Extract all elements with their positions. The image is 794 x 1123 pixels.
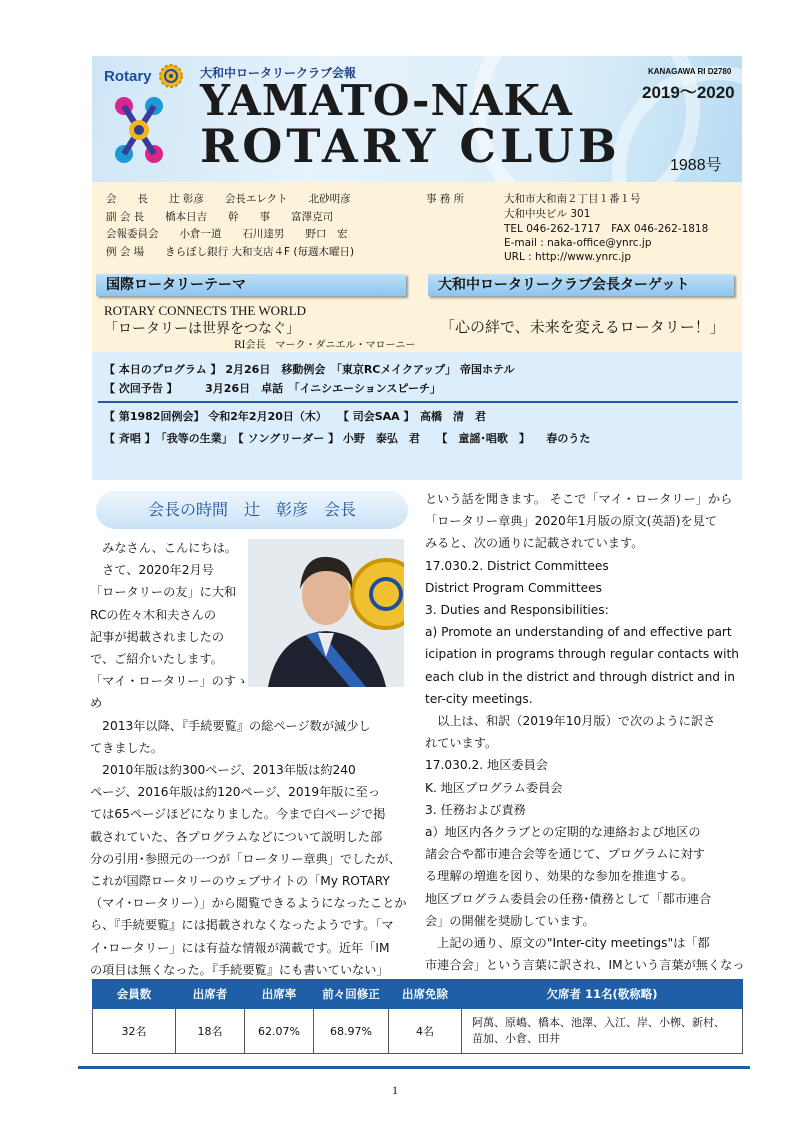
corrected-rate: 68.97%: [314, 1009, 389, 1054]
divider: [98, 401, 738, 403]
text-line: 3. 任務および責務: [425, 802, 526, 817]
text-line: 「ロータリー章典」2020年1月版の原文(英語)を見て: [425, 514, 718, 529]
text-line: め: [90, 696, 103, 711]
absentee-line: 阿萬、原嶋、橋本、池澤、入江、岸、小栁、新村、: [472, 1016, 725, 1029]
text-line: 2010年版は約300ページ、2013年版は約240: [90, 763, 356, 777]
ri-theme-jp: 「ロータリーは世界をつなぐ」: [104, 321, 300, 337]
officer-row-1: 会 長 辻 彰彦 会長エレクト 北砂明彦: [106, 193, 351, 205]
club-name-jp: 大和中ロータリークラブ会報: [200, 66, 357, 80]
club-target: 「心の絆で、未来を変えるロータリー！」: [440, 318, 725, 336]
header-members: 会員数: [93, 980, 176, 1009]
office-label: 事 務 所: [426, 193, 465, 205]
text-line: K. 地区プログラム委員会: [425, 780, 563, 795]
club-target-heading: 大和中ロータリークラブ会長ターゲット: [428, 274, 734, 296]
district-label: KANAGAWA RI D2780: [648, 67, 732, 76]
absentee-line: 苗加、小倉、田井: [472, 1032, 560, 1045]
text-line: District Program Committees: [425, 580, 602, 595]
ri-president: RI会長 マーク・ダニエル・マローニー: [234, 340, 416, 351]
text-line: RCの佐々木和夫さんの: [90, 607, 217, 622]
text-line: さて、2020年2月号: [90, 563, 214, 578]
masthead: [92, 56, 742, 182]
attendance-table: [92, 979, 743, 1054]
song-info: 【 斉唱 】 「我等の生業」 【 ソングリーダー 】 小野 泰弘 君 【 童謡･唱歌 】 春のうた: [104, 432, 591, 445]
text-line: each club in the district and through district and in: [425, 669, 736, 684]
text-line: の項目は無くなった。『手続要覧』にも書いていない」: [90, 962, 389, 977]
text-line: みると、次の通りに記載されています。: [425, 536, 644, 551]
text-line: ら、『手続要覧』には掲載されなくなったようです。「マ: [90, 918, 394, 933]
issue-number: 1988号: [670, 157, 722, 174]
ri-theme-en: ROTARY CONNECTS THE WORLD: [104, 303, 307, 318]
officer-row-2: 副 会 長 橋本日吉 幹 事 富澤克司: [106, 211, 334, 223]
text-line: 以上は、和訳（2019年10月版）で次のように訳さ: [425, 714, 716, 728]
text-line: 17.030.2. District Committees: [425, 558, 609, 573]
text-line: みなさん、こんにちは。: [90, 541, 237, 555]
newsletter-title-line1: YAMATO-NAKA: [200, 76, 573, 125]
absentee-list: [462, 1009, 743, 1054]
header-attendees: 出席者: [176, 980, 245, 1009]
meeting-info: 【 第1982回例会】 令和2年2月20日（木） 【 司会SAA 】 高橋 清 君: [104, 410, 486, 423]
rotary-year: 2019～2020: [642, 83, 735, 102]
text-line: で、ご紹介いたします。: [90, 652, 223, 666]
text-line: 3. Duties and Responsibilities:: [425, 603, 609, 617]
officer-row-4: 例 会 場 きらぼし銀行 大和支店４F (毎週木曜日): [106, 246, 355, 258]
office-email: E-mail : naka-office@ynrc.jp: [504, 237, 652, 249]
text-line: 市連合会」という言葉に訳され、IMという言葉が無くなっ: [425, 958, 745, 973]
attendees-count: 18名: [176, 1009, 245, 1054]
table-row: [93, 1009, 743, 1054]
today-program: 【 本日のプログラム 】 2月26日 移動例会 「東京RCメイクアップ」 帝国ホテル: [104, 363, 515, 376]
header-corrected-rate: 前々回修正: [314, 980, 389, 1009]
club-emblem-icon: [106, 90, 172, 170]
text-line: 分の引用･参照元の一つが「ロータリー章典」でしたが、: [90, 851, 401, 866]
ri-theme-heading: 国際ロータリーテーマ: [96, 274, 406, 296]
text-line: a）地区内各クラブとの定期的な連絡および地区の: [425, 825, 701, 839]
text-line: 「マイ・ロータリー」のすゝ: [90, 674, 249, 689]
next-program: 【 次回予告 】 3月26日 卓話 「イニシエーションスピーチ」: [104, 382, 441, 395]
header-absentees: 欠席者 11名(敬称略): [462, 980, 743, 1009]
text-line: 地区プログラム委員会の任務･債務として「都市連合: [425, 891, 712, 906]
rotary-logo-text: Rotary: [104, 68, 152, 85]
text-line: （マイ･ロータリー）」から閲覧できるようになったことか: [90, 896, 407, 911]
text-line: icipation in programs through regular contacts with: [425, 647, 740, 662]
text-line: ter-city meetings.: [425, 691, 533, 706]
officers-info: [92, 182, 742, 272]
text-line: 2013年以降、『手続要覧』の総ページ数が減少し: [90, 718, 371, 733]
program-band: [92, 352, 742, 480]
article-title: 会長の時間 辻 彰彦 会長: [96, 491, 408, 529]
text-line: イ･ロータリー」には有益な情報が満載です。近年「IM: [90, 940, 390, 955]
exempt-count: 4名: [389, 1009, 462, 1054]
text-line: る理解の増進を図り、効果的な参加を推進する。: [425, 869, 694, 884]
text-line: a) Promote an understanding of and effective part: [425, 625, 732, 640]
text-line: 上記の通り、原文の"Inter-city meetings"は「都: [425, 936, 710, 950]
rotary-wheel-icon: [158, 63, 184, 89]
office-address-2: 大和中央ビル 301: [504, 208, 591, 220]
text-line: 「ロータリーの友」に大和: [90, 585, 237, 600]
header-rate: 出席率: [245, 980, 314, 1009]
text-line: という話を聞きます。 そこで「マイ・ロータリー」から: [425, 492, 733, 506]
attendance-rate: 62.07%: [245, 1009, 314, 1054]
text-line: 17.030.2. 地区委員会: [425, 758, 548, 773]
theme-band: [92, 272, 742, 352]
text-line: ページ、2016年版は約120ページ、2019年版に至っ: [90, 785, 381, 800]
text-line: 会」の開催を奨励しています。: [425, 913, 595, 928]
header-exempt: 出席免除: [389, 980, 462, 1009]
president-photo: [248, 539, 404, 687]
text-line: れています。: [425, 736, 498, 751]
footer-rule: [78, 1066, 750, 1069]
text-line: ては65ページほどになりました。今まで白ページで掲: [90, 807, 386, 822]
office-address-1: 大和市大和南２丁目１番１号: [504, 193, 641, 205]
newsletter-title-line2: ROTARY CLUB: [200, 119, 621, 173]
page-number: 1: [392, 1083, 398, 1097]
office-url: URL : http://www.ynrc.jp: [504, 251, 631, 263]
text-line: 諸会合や都市連合会等を通じて、プログラムに対す: [425, 847, 705, 862]
text-line: 載されていた、各プログラムなどについて説明した部: [90, 829, 383, 844]
text-line: 記事が掲載されましたの: [90, 629, 225, 644]
text-line: これが国際ロータリーのウェブサイトの「My ROTARY: [90, 874, 390, 888]
officer-row-3: 会報委員会 小倉一道 石川達男 野口 宏: [106, 228, 348, 240]
office-tel-fax: TEL 046-262-1717 FAX 046-262-1818: [504, 223, 709, 235]
text-line: てきました。: [90, 740, 164, 755]
members-count: 32名: [93, 1009, 176, 1054]
